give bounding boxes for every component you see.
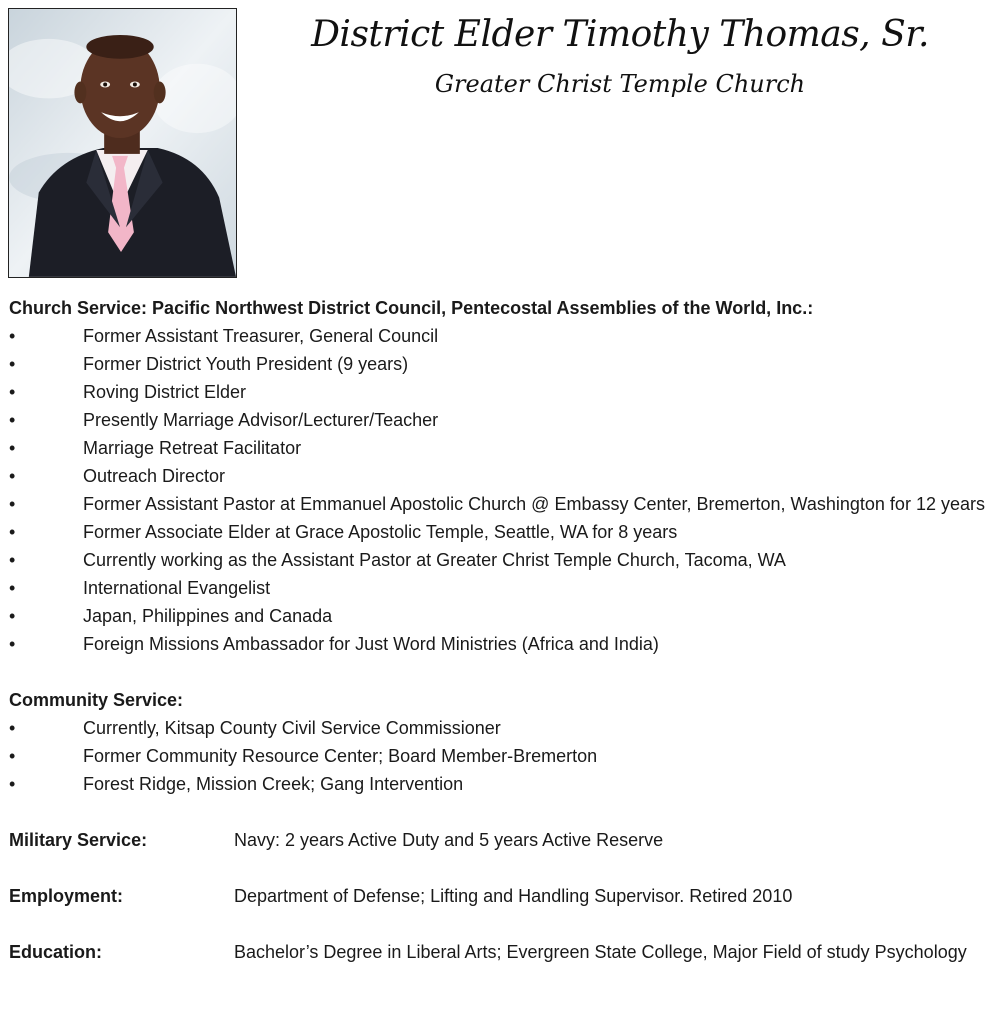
church-subtitle: Greater Christ Temple Church [434, 70, 806, 98]
list-item: • Outreach Director [9, 462, 987, 490]
list-item: • Currently, Kitsap County Civil Service Commissioner [9, 714, 987, 742]
list-item: • Marriage Retreat Facilitator [9, 434, 987, 462]
list-item: • Roving District Elder [9, 378, 987, 406]
military-service-label: Military Service: [9, 830, 148, 850]
church-service-list [9, 322, 987, 658]
education-value: Bachelor’s Degree in Liberal Arts; Evergreen State College, Major Field of study Psychology [234, 942, 967, 962]
list-item: • Former District Youth President (9 years) [9, 350, 987, 378]
education-label: Education: [9, 942, 102, 962]
education-row [9, 938, 987, 966]
church-service-heading: Church Service: Pacific Northwest District Council, Pentecostal Assemblies of the World, Inc.: [9, 298, 814, 318]
page-title: District Elder Timothy Thomas, Sr. [311, 14, 929, 55]
list-item: • Currently working as the Assistant Pastor at Greater Christ Temple Church, Tacoma, WA [9, 546, 987, 574]
list-item: • Forest Ridge, Mission Creek; Gang Intervention [9, 770, 987, 798]
portrait-photo [8, 8, 237, 278]
list-item: • Former Assistant Treasurer, General Council [9, 322, 987, 350]
list-item: • Foreign Missions Ambassador for Just Word Ministries (Africa and India) [9, 630, 987, 658]
community-service-list [9, 714, 987, 798]
list-item: • Former Assistant Pastor at Emmanuel Apostolic Church @ Embassy Center, Bremerton, Washington for 12 years [9, 490, 987, 518]
list-item: • Presently Marriage Advisor/Lecturer/Teacher [9, 406, 987, 434]
military-service-value: Navy: 2 years Active Duty and 5 years Active Reserve [234, 830, 664, 850]
employment-label: Employment: [9, 886, 124, 906]
employment-value: Department of Defense; Lifting and Handling Supervisor. Retired 2010 [234, 886, 793, 906]
list-item: • Former Associate Elder at Grace Apostolic Temple, Seattle, WA for 8 years [9, 518, 987, 546]
community-service-heading: Community Service: [9, 690, 184, 710]
employment-row [9, 882, 987, 910]
list-item: • Former Community Resource Center; Board Member-Bremerton [9, 742, 987, 770]
military-service-row [9, 826, 987, 854]
list-item: • Japan, Philippines and Canada [9, 602, 987, 630]
resume-content [9, 294, 987, 966]
list-item: • International Evangelist [9, 574, 987, 602]
